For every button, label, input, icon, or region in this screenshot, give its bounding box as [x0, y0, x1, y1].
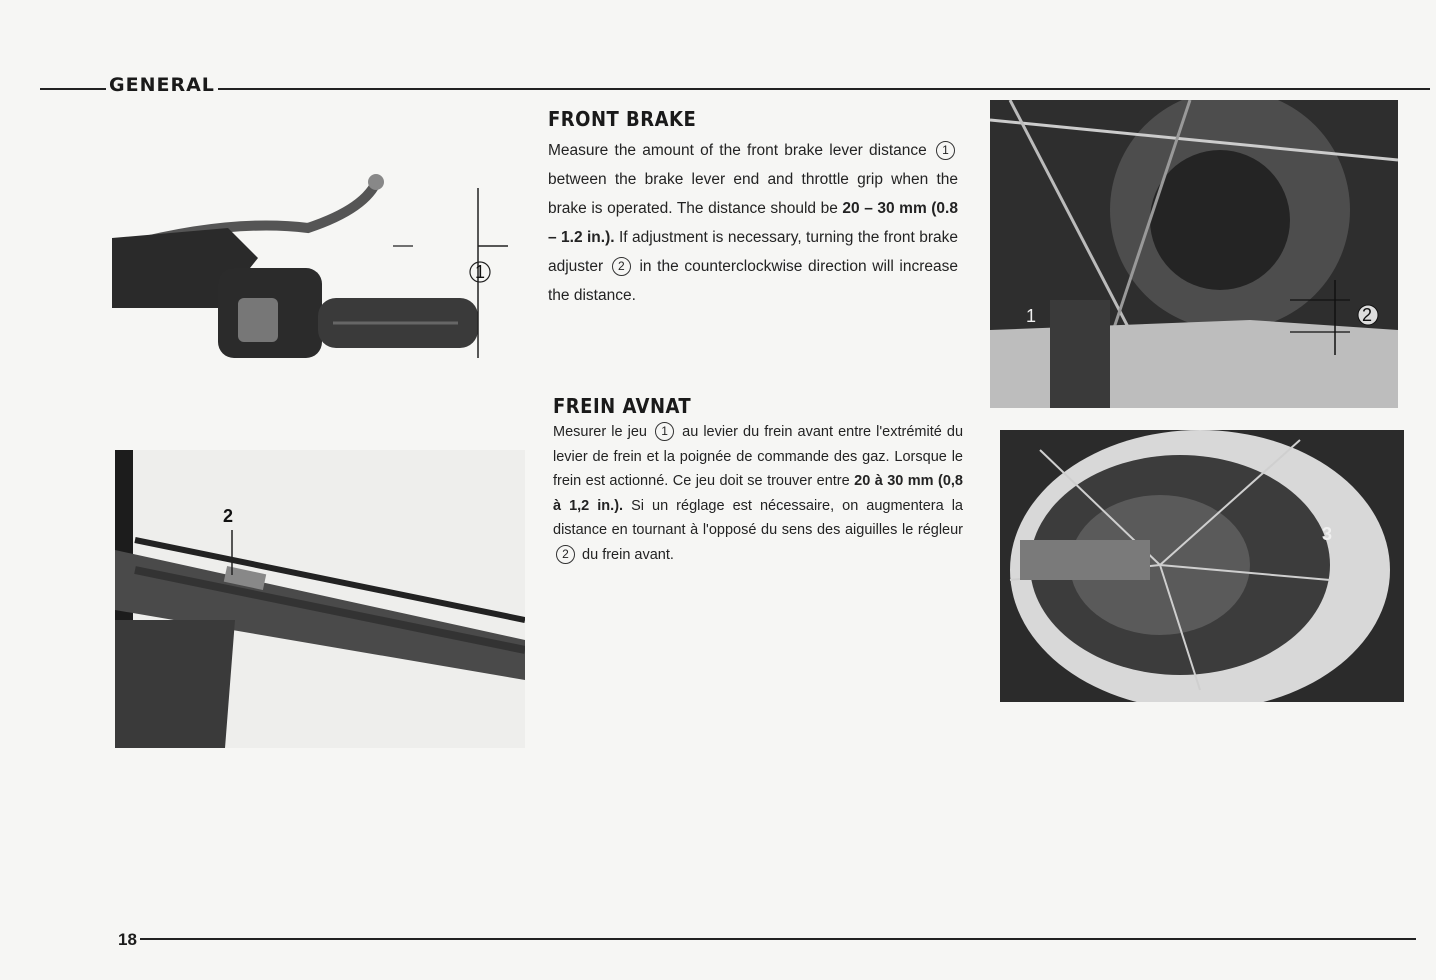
french-p1: Mesurer le jeu — [553, 424, 647, 440]
french-p3: Si un réglage est nécessaire, on augmentera la distance en tournant à l'opposé du sens des aiguilles le régleur — [553, 497, 963, 538]
figure-brake-drum — [990, 100, 1398, 408]
french-p4: du frein avant. — [582, 546, 674, 563]
drum-callout-1: 1 — [1026, 306, 1037, 326]
english-spec: 20 – 30 mm (0.8 – 1.2 in.). — [548, 200, 958, 246]
english-title: FRONT BRAKE — [548, 107, 697, 131]
callout-2-fr: 2 — [556, 545, 575, 564]
french-title: FREIN AVNAT — [553, 394, 692, 418]
figure-front-wheel — [1000, 430, 1404, 702]
english-body — [548, 136, 958, 310]
english-p4: in the counterclockwise direction will increase the distance. — [548, 258, 959, 304]
cable-callout-label: 2 — [223, 506, 234, 526]
english-p2: between the brake lever end and throttle grip when the brake is operated. The distance should be — [548, 171, 958, 217]
french-body — [553, 420, 963, 567]
lever-callout-label: 1 — [475, 262, 486, 282]
english-p3: If adjustment is necessary, turning the front brake adjuster — [548, 229, 958, 275]
footer-rule — [130, 938, 1416, 940]
french-p2: au levier du frein avant entre l'extrémité du levier de frein et la poignée de commande des gaz. Lorsque le frein est actionné. Ce jeu doit se trouver entre — [553, 424, 964, 489]
figure-brake-lever — [108, 168, 518, 388]
english-p1: Measure the amount of the front brake lever distance — [548, 142, 927, 159]
page-number: 18 — [118, 930, 140, 950]
header-rule — [40, 88, 1430, 90]
figure-brake-cable — [115, 450, 525, 748]
callout-2: 2 — [612, 257, 631, 276]
callout-1: 1 — [936, 141, 955, 160]
section-header: GENERAL — [106, 74, 218, 96]
wheel-callout-3: 3 — [1322, 524, 1333, 544]
drum-callout-2: 2 — [1362, 305, 1373, 325]
callout-1-fr: 1 — [655, 422, 674, 441]
french-spec: 20 à 30 mm (0,8 à 1,2 in.). — [553, 473, 963, 514]
